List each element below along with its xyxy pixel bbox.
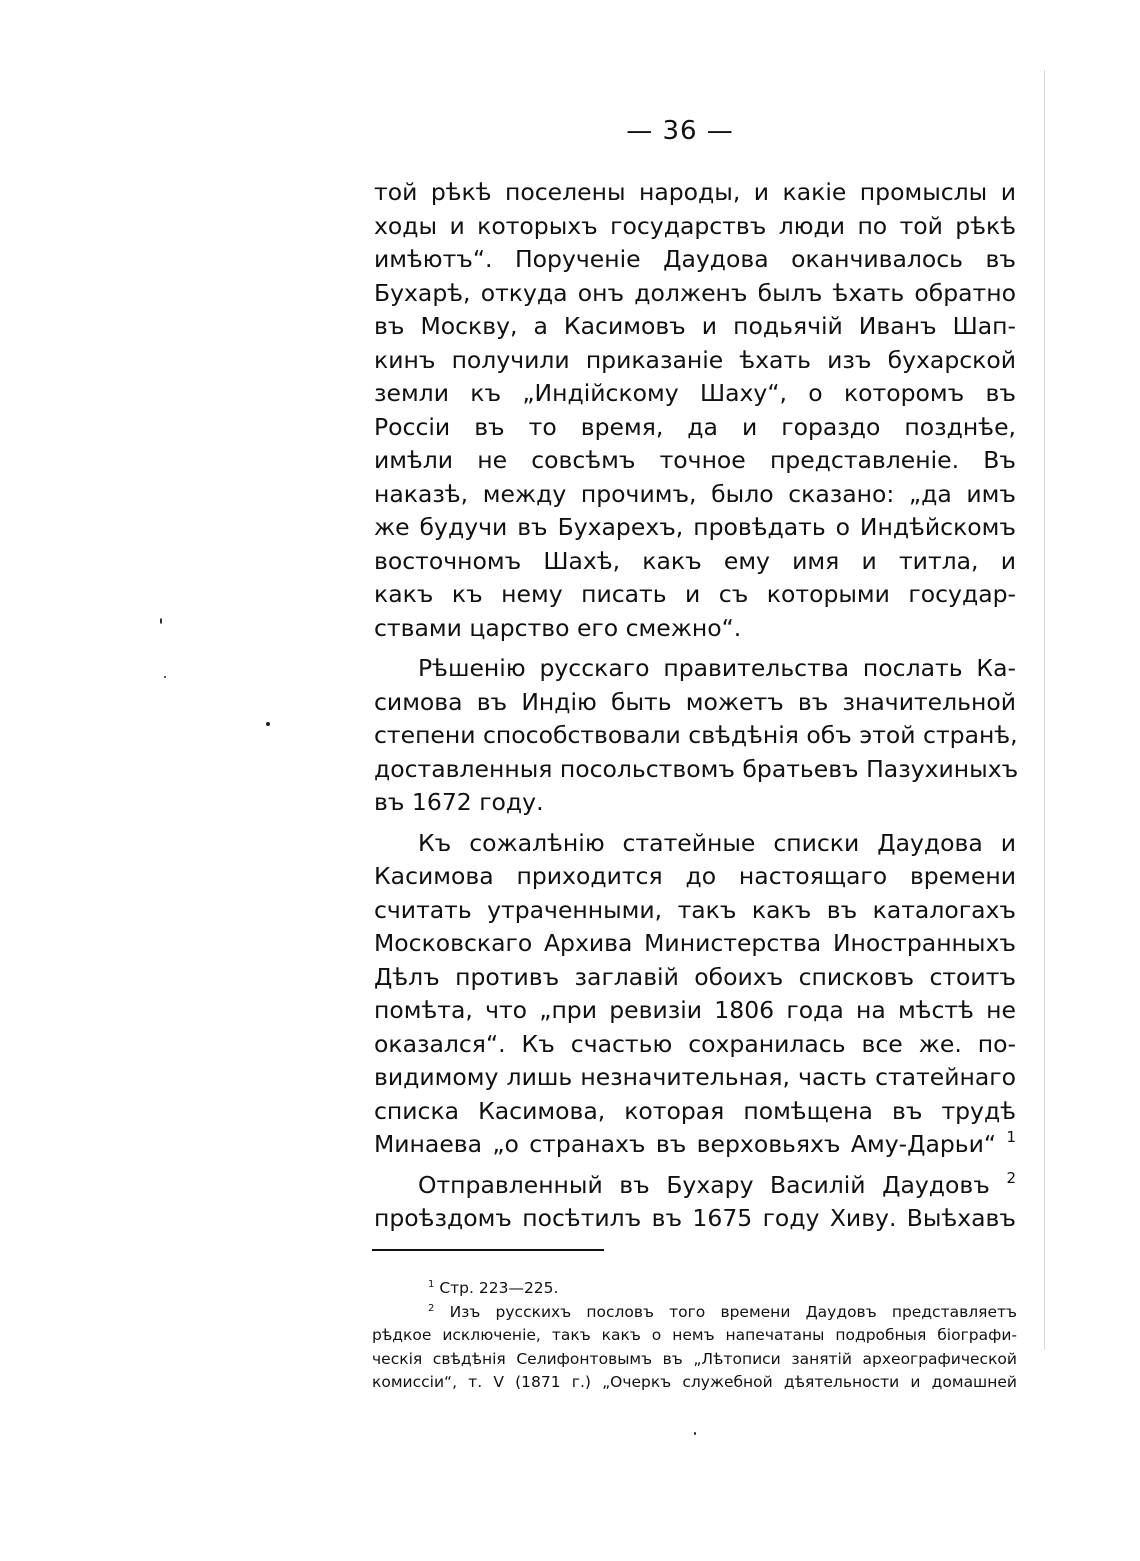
footnote-marker: 1 bbox=[428, 1279, 435, 1290]
text-line: въ Москву, а Касимовъ и подьячій Иванъ Шап- bbox=[374, 312, 1016, 340]
text-fragment: Минаева „о странахъ въ верховьяхъ Аму-Дарьи“ bbox=[374, 1130, 997, 1158]
text-line: же будучи въ Бухарехъ, провѣдать о Индѣйскомъ bbox=[374, 513, 1016, 541]
text-line: степени способствовали свѣдѣнія объ этой странѣ, bbox=[374, 721, 1018, 749]
scan-edge-shadow bbox=[1044, 70, 1045, 1350]
text-fragment: Отправленный въ Бухару Василій Даудовъ bbox=[418, 1170, 990, 1199]
footnote-line: комиссіи“, т. V (1871 г.) „Очеркъ служебной дѣятельности и домашней bbox=[372, 1373, 1017, 1391]
text-line-with-ref bbox=[374, 1128, 1016, 1162]
text-line: Рѣшенію русскаго правительства послать Ка- bbox=[418, 654, 1016, 682]
main-text bbox=[374, 176, 1019, 1236]
text-line-with-ref bbox=[374, 1169, 1016, 1203]
text-line: какъ къ нему писать и съ которыми государ- bbox=[374, 580, 1016, 608]
text-line: помѣта, что „при ревизіи 1806 года на мѣстѣ не bbox=[374, 996, 1016, 1024]
text-line: наказѣ, между прочимъ, было сказано: „да имъ bbox=[374, 479, 1016, 508]
scan-speck bbox=[266, 722, 270, 726]
text-line: оказался“. Къ счастью сохранилась все же. по- bbox=[374, 1029, 1016, 1058]
footnote-line: ческія свѣдѣнія Селифонтовымъ въ „Лѣтописи занятій археографической bbox=[372, 1349, 1017, 1368]
text-line: Къ сожалѣнію статейные списки Даудова и bbox=[418, 828, 1016, 857]
footnote-divider bbox=[372, 1249, 604, 1251]
text-line: видимому лишь незначительная, часть статейнаго bbox=[374, 1063, 1016, 1091]
text-line: Бухарѣ, откуда онъ долженъ былъ ѣхать обратно bbox=[374, 278, 1016, 307]
footnote-marker: 2 bbox=[428, 1302, 435, 1314]
text-line: ходы и которыхъ государствъ люди по той рѣкѣ bbox=[374, 211, 1016, 240]
text-line: Россіи въ то время, да и гораздо позднѣе, bbox=[374, 412, 1016, 441]
text-line: той рѣкѣ поселены народы, и какіе промыслы и bbox=[374, 178, 1016, 206]
text-line: восточномъ Шахѣ, какъ ему имя и титла, и bbox=[374, 546, 1016, 575]
text-line: Московскаго Архива Министерства Иностранныхъ bbox=[374, 929, 1016, 957]
footnote-text: Изъ русскихъ пословъ того времени Даудовъ представляетъ bbox=[449, 1302, 1017, 1321]
text-line: ствами царство его смежно“. bbox=[374, 613, 742, 642]
text-line: симова въ Индію быть можетъ въ значительной bbox=[374, 687, 1016, 716]
text-line: Касимова приходится до настоящаго времени bbox=[374, 862, 1016, 890]
page-number: — 36 — bbox=[626, 116, 734, 146]
scan-speck bbox=[160, 618, 162, 624]
footnote-ref-1[interactable]: 1 bbox=[1006, 1128, 1016, 1146]
text-line: считать утраченными, такъ какъ въ каталогахъ bbox=[374, 895, 1016, 924]
text-line: Дѣлъ противъ заглавій обоихъ списковъ стоитъ bbox=[374, 962, 1016, 991]
footnotes bbox=[372, 1277, 1017, 1395]
text-line: проѣздомъ посѣтилъ въ 1675 году Хиву. Выѣхавъ bbox=[374, 1204, 1016, 1232]
footnote-line: рѣдкое исключеніе, такъ какъ о немъ напечатаны подробныя біографи- bbox=[372, 1326, 1017, 1344]
footnote-ref-2[interactable]: 2 bbox=[1006, 1168, 1016, 1187]
text-line: списка Касимова, которая помѣщена въ трудѣ bbox=[374, 1096, 1016, 1125]
text-line: земли къ „Индійскому Шаху“, о которомъ въ bbox=[374, 379, 1016, 407]
text-line: имѣютъ“. Порученіе Даудова оканчивалось въ bbox=[374, 245, 1016, 273]
footnote-2 bbox=[372, 1301, 1017, 1325]
scan-speck bbox=[694, 1432, 696, 1435]
text-line: имѣли не совсѣмъ точное представленіе. Въ bbox=[374, 446, 1016, 474]
footnote-text: Стр. 223—225. bbox=[439, 1279, 559, 1297]
text-line: кинъ получили приказаніе ѣхать изъ бухарской bbox=[374, 345, 1016, 374]
text-line: доставленныя посольствомъ братьевъ Пазухиныхъ bbox=[374, 754, 1019, 783]
text-line: въ 1672 году. bbox=[374, 788, 544, 816]
footnote-1 bbox=[372, 1277, 1017, 1301]
scan-speck bbox=[164, 676, 166, 678]
